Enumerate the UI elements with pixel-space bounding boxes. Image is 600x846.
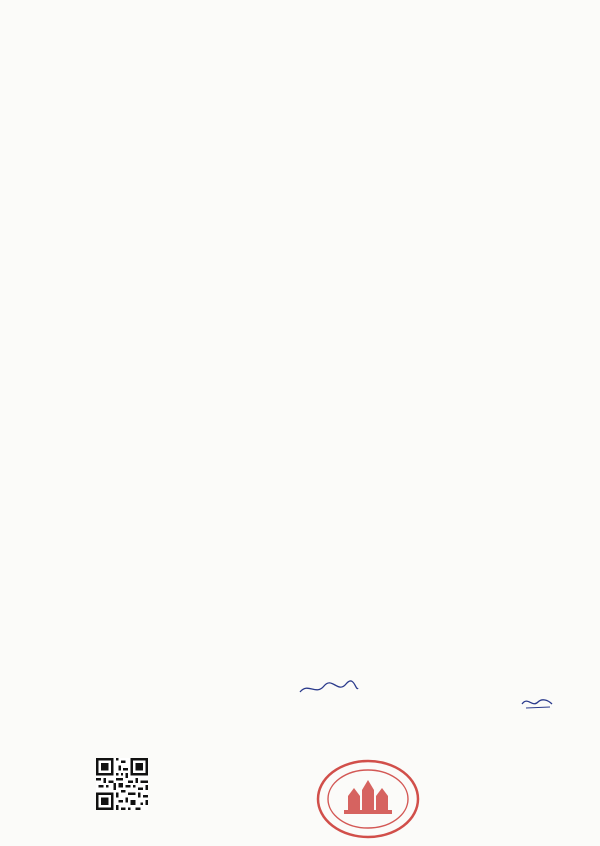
- qr-code[interactable]: [96, 758, 148, 810]
- official-red-seal: [314, 758, 422, 840]
- handwritten-date-mark: [298, 680, 360, 698]
- signature-mark: [520, 694, 554, 710]
